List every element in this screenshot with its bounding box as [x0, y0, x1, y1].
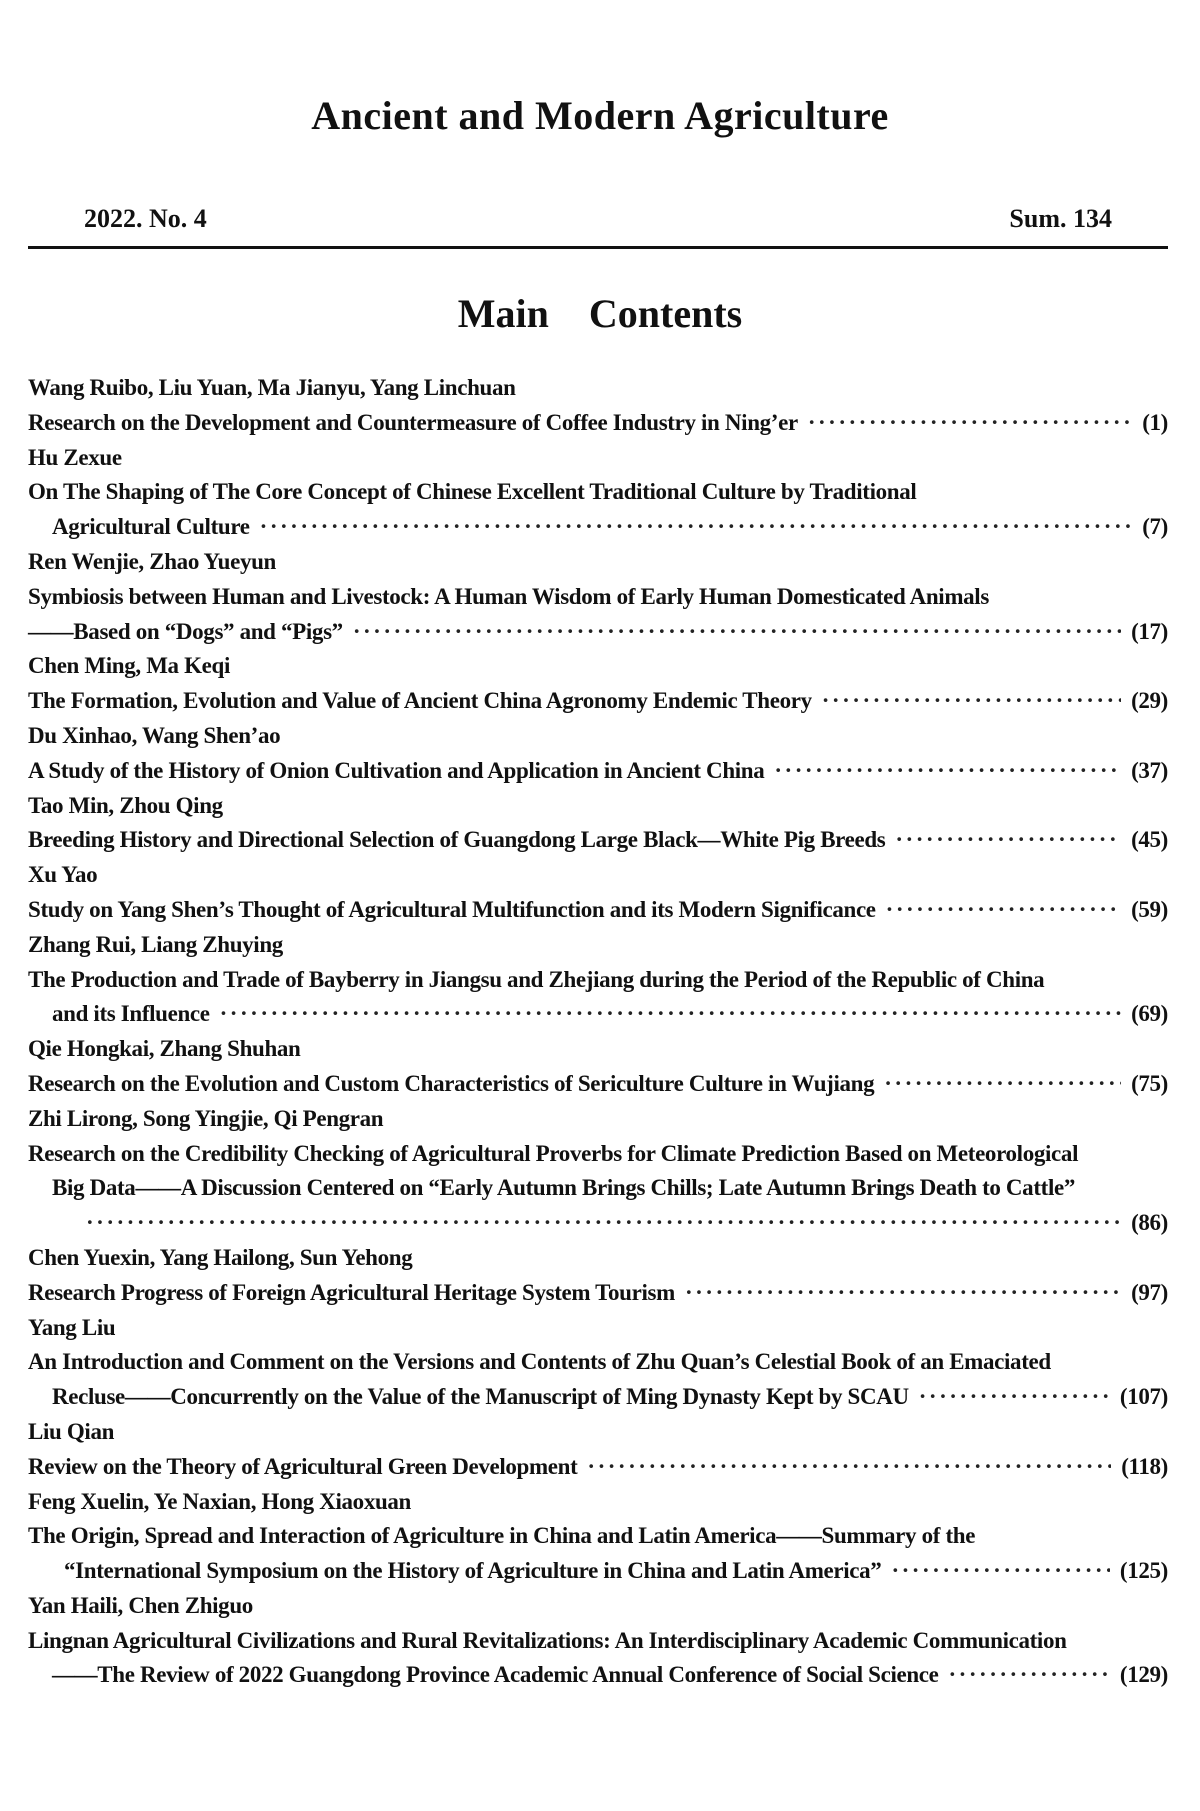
entry-authors: Wang Ruibo, Liu Yuan, Ma Jianyu, Yang Linchuan: [28, 375, 516, 400]
entry-authors: Du Xinhao, Wang Shen’ao: [28, 722, 281, 748]
page-number: (29): [1131, 688, 1168, 714]
entry-title-row[interactable]: [28, 475, 1168, 510]
entry-title[interactable]: Lingnan Agricultural Civilizations and Rural Revitalizations: An Interdisciplinary Academic Communication: [28, 1627, 1067, 1653]
page-number: (17): [1131, 618, 1168, 644]
dot-leader: [685, 1276, 1121, 1311]
entry-title-row[interactable]: [28, 1658, 1168, 1693]
entry-title[interactable]: A Study of the History of Onion Cultivation and Application in Ancient China: [28, 757, 765, 783]
dot-leader: [353, 615, 1121, 650]
entry-authors: Zhang Rui, Liang Zhuying: [28, 931, 283, 957]
dot-leader: [886, 893, 1121, 928]
issue-number: 2022. No. 4: [84, 204, 207, 233]
entry-title-row[interactable]: [28, 893, 1168, 928]
entry-authors: Hu Zexue: [28, 444, 122, 470]
entry-title[interactable]: Research on the Evolution and Custom Characteristics of Sericulture Culture in Wujiang: [28, 1070, 875, 1096]
page-number: (118): [1121, 1453, 1168, 1479]
header-rule: [28, 246, 1168, 249]
dot-leader: [808, 406, 1132, 441]
page-number: (97): [1131, 1279, 1168, 1305]
page-number: (37): [1131, 757, 1168, 783]
entry-title-continued[interactable]: Agricultural Culture: [52, 514, 250, 540]
entry-authors: Ren Wenjie, Zhao Yueyun: [28, 548, 276, 574]
page-number: (45): [1131, 827, 1168, 853]
dot-leader: [822, 684, 1121, 719]
entry-title[interactable]: The Production and Trade of Bayberry in Jiangsu and Zhejiang during the Period of the Republic of China: [28, 966, 1045, 992]
entry-title-row[interactable]: [28, 1345, 1168, 1380]
entry-authors: Qie Hongkai, Zhang Shuhan: [28, 1036, 301, 1062]
entry-title[interactable]: Breeding History and Directional Selection of Guangdong Large Black—White Pig Breeds: [28, 827, 886, 853]
entry-title[interactable]: Research on the Credibility Checking of Agricultural Proverbs for Climate Prediction Based on Meteorological: [28, 1140, 1079, 1166]
dot-leader: [587, 1450, 1111, 1485]
entry-title[interactable]: Study on Yang Shen’s Thought of Agricultural Multifunction and its Modern Significance: [28, 896, 876, 922]
dot-leader: [884, 1067, 1121, 1102]
entry-title-row[interactable]: [28, 580, 1168, 615]
entry-authors: Feng Xuelin, Ye Naxian, Hong Xiaoxuan: [28, 1488, 412, 1514]
entry-title[interactable]: The Formation, Evolution and Value of Ancient China Agronomy Endemic Theory: [28, 688, 812, 714]
entry-title-row[interactable]: [28, 1450, 1168, 1485]
journal-title: Ancient and Modern Agriculture: [311, 93, 889, 138]
table-of-contents: [28, 371, 1168, 1693]
dot-leader: [895, 823, 1121, 858]
dot-leader: [220, 997, 1121, 1032]
dot-leader: [919, 1380, 1110, 1415]
entry-authors: Zhi Lirong, Song Yingjie, Qi Pengran: [28, 1105, 384, 1131]
entry-title-row[interactable]: [28, 1276, 1168, 1311]
page-number: (125): [1119, 1558, 1168, 1584]
contents-heading: Main Contents: [457, 291, 743, 336]
entry-title-row[interactable]: [28, 823, 1168, 858]
page-number: (86): [1131, 1210, 1168, 1236]
entry-title-continued[interactable]: and its Influence: [52, 1001, 210, 1027]
entry-title-continued[interactable]: Recluse——Concurrently on the Value of the Manuscript of Ming Dynasty Kept by SCAU: [52, 1384, 909, 1410]
entry-authors: Liu Qian: [28, 1418, 115, 1444]
page-number: (1): [1142, 409, 1168, 435]
entry-title[interactable]: Research on the Development and Countermeasure of Coffee Industry in Ning’er: [28, 409, 798, 435]
dot-leader: [891, 1554, 1109, 1589]
entry-title-row[interactable]: [28, 997, 1168, 1032]
entry-title-row[interactable]: [28, 510, 1168, 545]
issue-sum: Sum. 134: [1009, 204, 1112, 233]
entry-title-row[interactable]: [28, 684, 1168, 719]
entry-title-row[interactable]: [28, 406, 1168, 441]
entry-title-row[interactable]: [28, 615, 1168, 650]
entry-title-row[interactable]: [28, 1067, 1168, 1102]
dot-leader: [86, 1206, 1121, 1241]
entry-title-row[interactable]: [28, 1519, 1168, 1554]
entry-title[interactable]: An Introduction and Comment on the Versions and Contents of Zhu Quan’s Celestial Book of an Emaciated: [28, 1349, 1051, 1375]
entry-title-row[interactable]: [28, 963, 1168, 998]
entry-authors: Tao Min, Zhou Qing: [28, 792, 223, 818]
entry-title[interactable]: On The Shaping of The Core Concept of Chinese Excellent Traditional Culture by Traditional: [28, 479, 917, 505]
page-number: (69): [1131, 1001, 1168, 1027]
dot-leader: [949, 1658, 1110, 1693]
entry-title[interactable]: The Origin, Spread and Interaction of Agriculture in China and Latin America——Summary of the: [28, 1523, 976, 1549]
entry-title-continued[interactable]: Big Data——A Discussion Centered on “Early Autumn Brings Chills; Late Autumn Brings Death to Cattle”: [52, 1175, 1076, 1201]
entry-title[interactable]: Research Progress of Foreign Agricultural Heritage System Tourism: [28, 1279, 675, 1305]
entry-authors: Chen Yuexin, Yang Hailong, Sun Yehong: [28, 1244, 413, 1270]
entry-authors: Chen Ming, Ma Keqi: [28, 653, 230, 679]
entry-title-row[interactable]: [28, 1554, 1168, 1589]
dot-leader: [774, 754, 1121, 789]
page-number: (59): [1131, 896, 1168, 922]
entry-title-continued[interactable]: ——Based on “Dogs” and “Pigs”: [28, 618, 343, 644]
entry-authors: Xu Yao: [28, 862, 98, 888]
page-number: (129): [1119, 1662, 1168, 1688]
entry-title-row[interactable]: [28, 1206, 1168, 1241]
entry-title-row[interactable]: [28, 1137, 1168, 1172]
page-number: (75): [1131, 1070, 1168, 1096]
entry-title-row[interactable]: [28, 1624, 1168, 1659]
entry-authors: Yang Liu: [28, 1314, 116, 1340]
entry-title[interactable]: Review on the Theory of Agricultural Green Development: [28, 1453, 578, 1479]
dot-leader: [260, 510, 1133, 545]
page-number: (107): [1119, 1384, 1168, 1410]
page-number: (7): [1142, 514, 1168, 540]
entry-title-row[interactable]: [28, 1171, 1168, 1206]
entry-authors: Yan Haili, Chen Zhiguo: [28, 1592, 253, 1618]
entry-title-continued[interactable]: ——The Review of 2022 Guangdong Province Academic Annual Conference of Social Science: [52, 1662, 939, 1688]
entry-title-row[interactable]: [28, 754, 1168, 789]
entry-title[interactable]: Symbiosis between Human and Livestock: A Human Wisdom of Early Human Domesticated Animals: [28, 583, 989, 609]
entry-title-continued[interactable]: “International Symposium on the History of Agriculture in China and Latin America”: [64, 1558, 882, 1584]
entry-title-row[interactable]: [28, 1380, 1168, 1415]
